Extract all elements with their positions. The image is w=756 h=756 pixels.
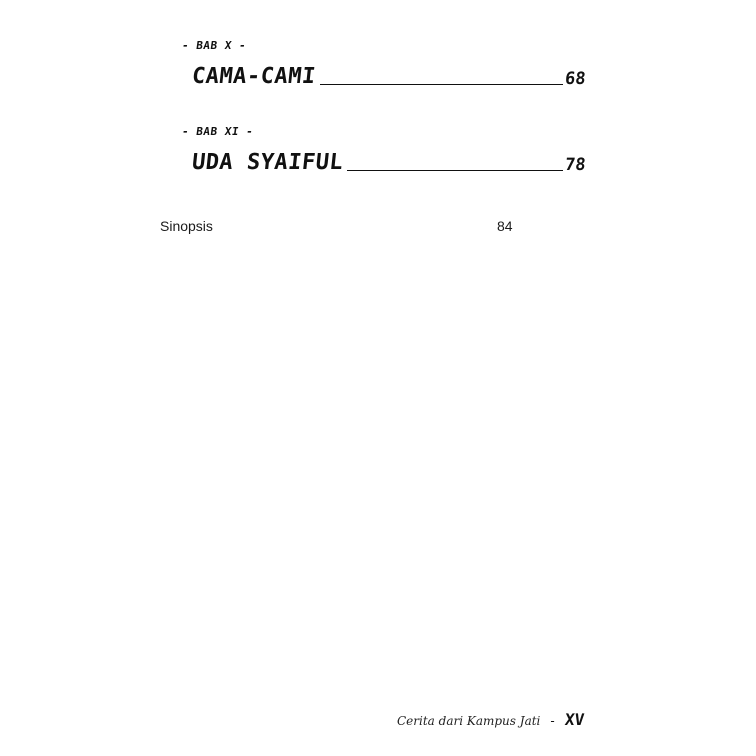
chapter-title: CAMA-CAMI (190, 64, 318, 89)
page-footer (397, 710, 584, 729)
sinopsis-page-number: 84 (497, 218, 513, 234)
footer-page-number: XV (563, 710, 585, 729)
toc-entry-bab-xi (180, 122, 585, 175)
dot-leader-line (320, 83, 563, 85)
footer-separator: - (550, 714, 555, 728)
chapter-label: - BAB XI - (181, 125, 255, 138)
chapter-page-number: 78 (563, 155, 587, 175)
toc-entry-row (192, 64, 585, 89)
chapter-title: UDA SYAIFUL (190, 150, 345, 175)
dot-leader-line (347, 169, 562, 171)
chapter-label: - BAB X - (181, 39, 248, 52)
toc-entry-row (192, 150, 585, 175)
toc-entry-bab-x (180, 36, 585, 89)
footer-book-title: Cerita dari Kampus Jati (397, 714, 541, 728)
sinopsis-label: Sinopsis (160, 218, 213, 234)
chapter-page-number: 68 (563, 69, 587, 89)
